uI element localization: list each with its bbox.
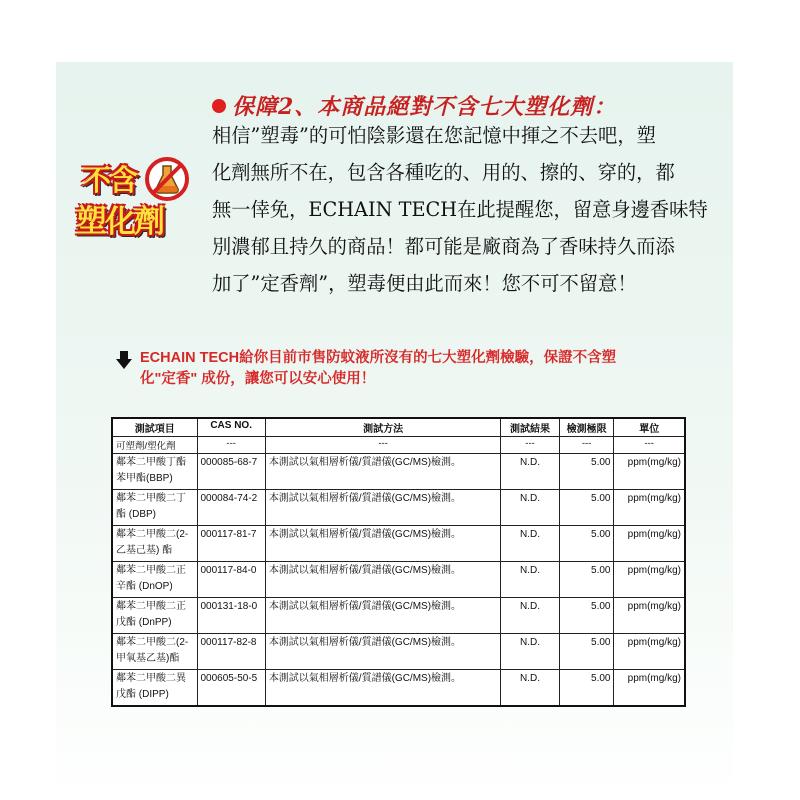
bullet-dot-icon [212, 99, 226, 113]
limit-cell: 5.00 [559, 562, 614, 598]
intro-line: 化劑無所不在，包含各種吃的、用的、擦的、穿的，都 [212, 161, 675, 184]
intro-line: 相信”塑毒”的可怕陰影還在您記憶中揮之不去吧，塑 [212, 124, 656, 147]
plasticizer-free-badge [70, 150, 200, 250]
result-cell: N.D. [501, 526, 559, 562]
header-detection-limit: 檢測極限 [559, 418, 614, 437]
method-cell: 本測試以氣相層析儀/質譜儀(GC/MS)檢測。 [265, 562, 501, 598]
unit-cell: ppm(mg/kg) [614, 490, 685, 526]
item-name-cell [112, 634, 197, 670]
cas-cell: 000117-84-0 [197, 562, 265, 598]
result-cell: N.D. [501, 454, 559, 490]
intro-paragraph [212, 117, 717, 302]
item-name-cell [112, 490, 197, 526]
item-name-line2: 甲氧基乙基)酯 [116, 653, 180, 664]
subheader-cell: --- [265, 437, 501, 454]
headline-text: 保障2、本商品絕對不含七大塑化劑： [232, 94, 617, 120]
table-row [112, 598, 685, 634]
intro-line: 加了”定香劑”，塑毒便由此而來！您不可不留意！ [212, 272, 637, 295]
item-name-line1: 鄰苯二甲酸二丁 [116, 493, 186, 504]
unit-cell: ppm(mg/kg) [614, 634, 685, 670]
item-name-cell [112, 526, 197, 562]
item-name-line2: 乙基己基) 酯 [116, 545, 173, 556]
result-cell: N.D. [501, 670, 559, 707]
header-cas-no: CAS NO. [197, 418, 265, 437]
unit-cell: ppm(mg/kg) [614, 526, 685, 562]
badge-line2: 塑化劑 [76, 204, 163, 240]
test-notice [118, 348, 718, 390]
item-name-line1: 鄰苯二甲酸二正 [116, 565, 186, 576]
result-cell: N.D. [501, 562, 559, 598]
table-row [112, 454, 685, 490]
item-name-line1: 鄰苯二甲酸二異 [116, 673, 186, 684]
plasticizer-test-table [111, 417, 686, 707]
item-name-line2: 戊酯 (DIPP) [116, 689, 169, 700]
table-subheader-row [112, 437, 685, 454]
item-name-line1: 鄰苯二甲酸二正 [116, 601, 186, 612]
method-cell: 本測試以氣相層析儀/質譜儀(GC/MS)檢測。 [265, 526, 501, 562]
result-cell: N.D. [501, 634, 559, 670]
limit-cell: 5.00 [559, 526, 614, 562]
table-row [112, 634, 685, 670]
result-cell: N.D. [501, 598, 559, 634]
unit-cell: ppm(mg/kg) [614, 454, 685, 490]
result-cell: N.D. [501, 490, 559, 526]
header-unit: 單位 [614, 418, 685, 437]
item-name-cell [112, 670, 197, 707]
item-name-line1: 鄰苯二甲酸丁酯 [116, 457, 186, 468]
method-cell: 本測試以氣相層析儀/質譜儀(GC/MS)檢測。 [265, 490, 501, 526]
subheader-cell: 可塑劑/塑化劑 [112, 437, 197, 454]
cas-cell: 000131-18-0 [197, 598, 265, 634]
header-test-method: 測試方法 [265, 418, 501, 437]
limit-cell: 5.00 [559, 454, 614, 490]
badge-line1: 不含 [82, 163, 137, 197]
item-name-cell [112, 454, 197, 490]
cas-cell: 000117-82-8 [197, 634, 265, 670]
subheader-cell: --- [197, 437, 265, 454]
method-cell: 本測試以氣相層析儀/質譜儀(GC/MS)檢測。 [265, 454, 501, 490]
subheader-cell: --- [559, 437, 614, 454]
item-name-line2: 辛酯 (DnOP) [116, 581, 173, 592]
limit-cell: 5.00 [559, 634, 614, 670]
cas-cell: 000117-81-7 [197, 526, 265, 562]
limit-cell: 5.00 [559, 598, 614, 634]
item-name-cell [112, 598, 197, 634]
intro-line: 別濃郁且持久的商品！都可能是廠商為了香味持久而添 [212, 235, 675, 258]
intro-line: 無一倖免，ECHAIN TECH在此提醒您，留意身邊香味特 [212, 198, 708, 221]
header-test-item: 測試項目 [112, 418, 197, 437]
limit-cell: 5.00 [559, 670, 614, 707]
item-name-cell [112, 562, 197, 598]
cas-cell: 000605-50-5 [197, 670, 265, 707]
item-name-line1: 鄰苯二甲酸二(2- [116, 529, 189, 540]
subheader-cell: --- [501, 437, 559, 454]
table-row [112, 526, 685, 562]
unit-cell: ppm(mg/kg) [614, 562, 685, 598]
subheader-cell: --- [614, 437, 685, 454]
cas-cell: 000084-74-2 [197, 490, 265, 526]
method-cell: 本測試以氣相層析儀/質譜儀(GC/MS)檢測。 [265, 634, 501, 670]
item-name-line1: 鄰苯二甲酸二(2- [116, 637, 189, 648]
limit-cell: 5.00 [559, 490, 614, 526]
table-row [112, 562, 685, 598]
method-cell: 本測試以氣相層析儀/質譜儀(GC/MS)檢測。 [265, 598, 501, 634]
header-test-result: 測試結果 [501, 418, 559, 437]
table-row [112, 490, 685, 526]
method-cell: 本測試以氣相層析儀/質譜儀(GC/MS)檢測。 [265, 670, 501, 707]
table-header-row [112, 418, 685, 437]
item-name-line2: 酯 (DBP) [116, 509, 156, 520]
cas-cell: 000085-68-7 [197, 454, 265, 490]
item-name-line2: 苯甲酯(BBP) [116, 473, 173, 484]
notice-line1: ECHAIN TECH給你目前市售防蚊液所沒有的七大塑化劑檢驗，保證不含塑 [140, 350, 617, 366]
notice-line2: 化"定香" 成份，讓您可以安心使用！ [140, 371, 376, 387]
unit-cell: ppm(mg/kg) [614, 598, 685, 634]
item-name-line2: 戊酯 (DnPP) [116, 617, 172, 628]
table-row [112, 670, 685, 707]
down-arrow-icon [116, 351, 132, 369]
unit-cell: ppm(mg/kg) [614, 670, 685, 707]
